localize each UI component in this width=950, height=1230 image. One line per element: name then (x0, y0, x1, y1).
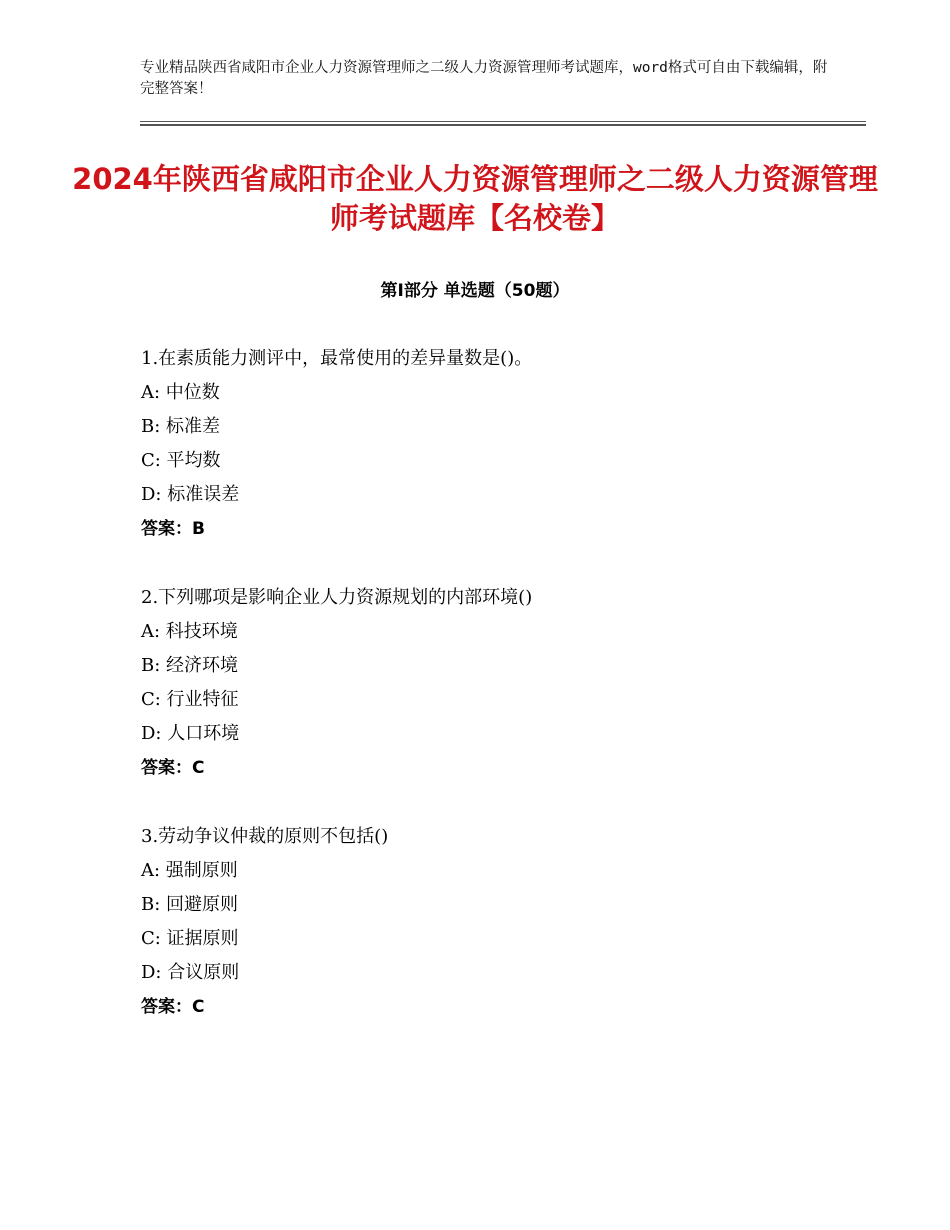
question-item (141, 583, 861, 787)
question-list (141, 344, 861, 1061)
question-stem: 3.劳动争议仲裁的原则不包括() (141, 826, 389, 847)
option-a: A: 强制原则 (141, 860, 238, 881)
option-b: B: 经济环境 (141, 655, 239, 676)
option-c: C: 证据原则 (141, 928, 239, 949)
option-d: D: 人口环境 (141, 723, 240, 744)
question-item (141, 344, 861, 548)
option-a: A: 科技环境 (141, 621, 238, 642)
option-d: D: 标准误差 (141, 484, 240, 505)
option-c: C: 行业特征 (141, 689, 239, 710)
question-stem: 1.在素质能力测评中，最常使用的差异量数是()。 (141, 348, 533, 369)
answer-line: 答案：B (141, 519, 205, 539)
option-b: B: 回避原则 (141, 894, 239, 915)
answer-line: 答案：C (141, 758, 205, 778)
answer-line: 答案：C (141, 997, 205, 1017)
header-rule-thick (140, 124, 866, 126)
option-c: C: 平均数 (141, 450, 221, 471)
document-title: 2024年陕西省咸阳市企业人力资源管理师之二级人力资源管理师考试题库【名校卷】 (72, 162, 878, 235)
section-heading: 第Ⅰ部分 单选题（50题） (380, 281, 570, 301)
option-b: B: 标准差 (141, 416, 221, 437)
option-d: D: 合议原则 (141, 962, 240, 983)
header-rule (140, 121, 866, 122)
question-stem: 2.下列哪项是影响企业人力资源规划的内部环境() (141, 587, 533, 608)
question-item (141, 822, 861, 1026)
header-note: 专业精品陕西省咸阳市企业人力资源管理师之二级人力资源管理师考试题库，word格式可自由下载编辑，附完整答案！ (140, 60, 828, 97)
option-a: A: 中位数 (141, 382, 220, 403)
